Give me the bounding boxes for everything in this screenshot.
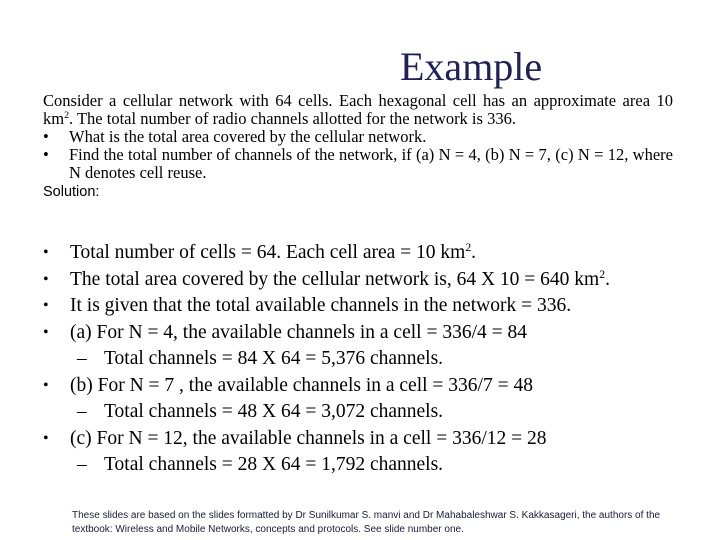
solution-label: Solution:	[43, 184, 100, 200]
solution-subtext: Total channels = 48 X 64 = 3,072 channels.	[104, 401, 444, 422]
solution-item	[43, 267, 683, 294]
solution-item	[43, 240, 683, 267]
solution-list	[43, 240, 683, 346]
solution-subtext: Total channels = 28 X 64 = 1,792 channels.	[104, 454, 444, 475]
solution-item	[43, 293, 683, 320]
question-item	[43, 128, 673, 146]
solution-text: .	[471, 242, 477, 263]
dash-icon: –	[77, 401, 87, 422]
superscript: 2	[465, 240, 472, 254]
solution-subtext: Total channels = 84 X 64 = 5,376 channels.	[104, 348, 444, 369]
solution-text: .	[605, 268, 610, 290]
solution-list	[43, 373, 683, 400]
dash-icon: –	[77, 348, 87, 369]
bullet-icon: •	[43, 376, 49, 394]
solution-text: It is given that the total available channels in the network = 336.	[70, 295, 572, 316]
bullet-icon: •	[43, 127, 49, 146]
bullet-icon: •	[43, 297, 49, 314]
solution-subitem	[43, 399, 683, 426]
problem-text-part: . The total number of radio channels allotted for the network is 336.	[69, 109, 516, 128]
solution-body	[43, 240, 683, 479]
problem-text	[43, 92, 673, 128]
solution-text: (b) For N = 7 , the available channels in a cell = 336/7 = 48	[70, 374, 533, 396]
solution-text: The total area covered by the cellular network is, 64 X 10 = 640 km	[70, 268, 600, 290]
solution-text: (c) For N = 12, the available channels in a cell = 336/12 = 28	[70, 427, 547, 449]
problem-statement	[43, 92, 673, 202]
question-text: What is the total area covered by the cellular network.	[69, 127, 427, 146]
superscript: 2	[64, 110, 70, 122]
superscript: 2	[599, 267, 606, 281]
slide-title: Example	[400, 44, 543, 89]
question-list	[43, 128, 673, 182]
bullet-icon: •	[43, 145, 49, 164]
solution-list	[43, 426, 683, 453]
problem-text-part: Consider a cellular network with 64 cells. Each hexagonal cell has an approximate area 10 km	[43, 91, 673, 128]
solution-subitem	[43, 346, 683, 373]
dash-icon: –	[77, 454, 87, 475]
solution-item	[43, 320, 683, 347]
solution-subitem	[43, 452, 683, 479]
bullet-icon: •	[43, 429, 49, 447]
bullet-icon: •	[43, 244, 49, 261]
question-text: Find the total number of channels of the network, if (a) N = 4, (b) N = 7, (c) N = 12, where N denotes cell reuse.	[69, 145, 673, 182]
bullet-icon: •	[43, 270, 49, 288]
slide-footer: These slides are based on the slides formatted by Dr Sunilkumar S. manvi and Dr Mahabaleshwar S. Kakkasageri, the authors of the textbook: Wireless and Mobile Networks, concepts and protocols. See slide number one.	[72, 510, 661, 535]
solution-item	[43, 373, 683, 400]
question-item	[43, 146, 673, 182]
solution-text: (a) For N = 4, the available channels in a cell = 336/4 = 84	[70, 321, 527, 343]
solution-item	[43, 426, 683, 453]
bullet-icon: •	[43, 323, 49, 341]
solution-text: Total number of cells = 64. Each cell area = 10 km	[70, 242, 466, 263]
